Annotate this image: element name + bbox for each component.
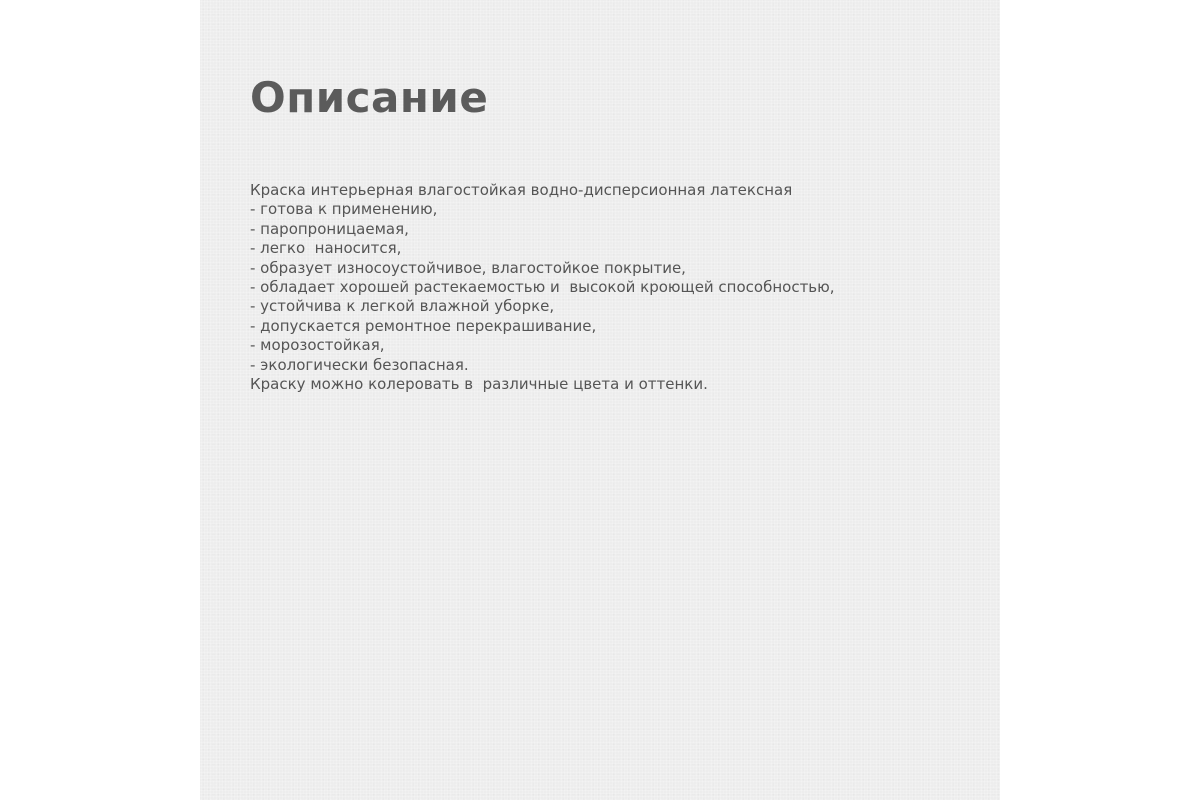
description-line: - готова к применению,	[250, 200, 438, 219]
description-line: - обладает хорошей растекаемостью и высокой кроющей способностью,	[250, 278, 835, 297]
description-line: - образует износоустойчивое, влагостойкое покрытие,	[250, 258, 686, 277]
page-title: Описание	[250, 73, 489, 122]
description-line: - устойчива к легкой влажной уборке,	[250, 297, 555, 316]
description-line: - морозостойкая,	[250, 336, 385, 355]
description-line: Краску можно колеровать в различные цвета и оттенки.	[250, 375, 708, 394]
description-text	[250, 181, 950, 394]
description-line: - экологически безопасная.	[250, 355, 469, 374]
description-line: - допускается ремонтное перекрашивание,	[250, 316, 597, 335]
description-line: Краска интерьерная влагостойкая водно-дисперсионная латексная	[250, 181, 793, 199]
description-line: - легко наносится,	[250, 239, 402, 258]
description-panel	[200, 0, 1000, 800]
description-line: - паропроницаемая,	[250, 219, 409, 238]
